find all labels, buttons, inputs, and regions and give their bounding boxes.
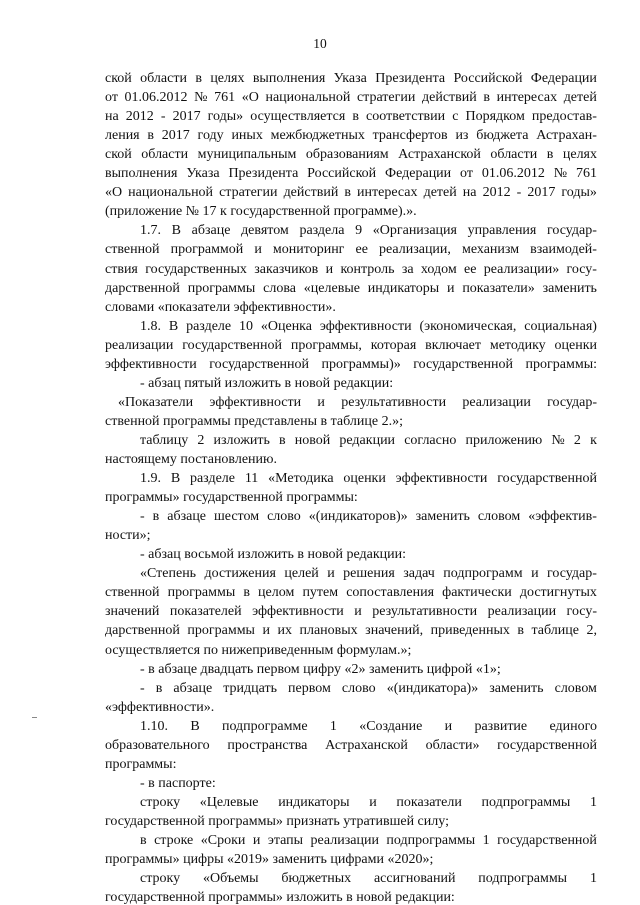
text-line: эффективности государственной программы)» государственной программы:: [105, 356, 597, 372]
text-line: «Степень достижения целей и решения задач подпрограмм и государ-: [140, 566, 597, 582]
text-line: в строке «Сроки и этапы реализации подпрограммы 1 государственной: [140, 833, 597, 848]
scan-artifact: [32, 717, 37, 718]
text-line: ской области в целях выполнения Указа Президента Российской Федерации: [105, 71, 597, 86]
text-line: дарственной программы слова «целевые индикаторы и показатели» заменить: [105, 280, 597, 296]
text-line: от 01.06.2012 № 761 «О национальной стратегии действий в интересах детей: [105, 90, 597, 106]
text-line: ления в 2017 году иных межбюджетных трансфертов из бюджета Астрахан-: [105, 128, 597, 144]
text-line: реализации государственной программы, которая включает методику оценки: [105, 337, 597, 353]
text-line: 1.8. В разделе 10 «Оценка эффективности (экономическая, социальная): [140, 318, 597, 334]
text-line: - абзац восьмой изложить в новой редакции:: [140, 547, 407, 563]
text-line: ности»;: [105, 528, 151, 544]
text-line: - в абзаце двадцать первом цифру «2» заменить цифрой «1»;: [140, 661, 501, 677]
text-line: ствия государственных заказчиков и контроль за ходом ее реализации» госу-: [105, 261, 597, 277]
text-line: ственной программы в целом путем сопоставления фактически достигнутых: [105, 585, 597, 601]
page-number: 10: [313, 36, 327, 51]
text-line: выполнения Указа Президента Российской Федерации от 01.06.2012 № 761: [105, 166, 597, 182]
text-line: строку «Объемы бюджетных ассигнований подпрограммы 1: [140, 871, 597, 887]
text-line: таблицу 2 изложить в новой редакции согласно приложению № 2 к: [140, 432, 597, 448]
text-line: настоящему постановлению.: [105, 452, 277, 467]
text-line: программы:: [105, 756, 177, 772]
text-line: ственной программой и мониторинг ее реализации, механизм взаимодей-: [105, 242, 597, 258]
text-line: государственной программы» изложить в новой редакции:: [105, 890, 455, 905]
text-line: значений показателей эффективности и результативности реализации госу-: [105, 604, 597, 620]
text-line: 1.10. В подпрограмме 1 «Создание и развитие единого: [140, 718, 597, 734]
text-line: на 2012 - 2017 годы» осуществляется в соответствии с Порядком предостав-: [105, 109, 597, 125]
text-line: образовательного пространства Астраханской области» государственной: [105, 737, 597, 753]
text-line: государственной программы» признать утратившей силу;: [105, 813, 449, 829]
text-line: - в абзаце тридцать первом слово «(индикатора)» заменить словом: [140, 680, 597, 696]
text-line: дарственной программы и их плановых значений, приведенных в таблице 2,: [105, 623, 597, 639]
text-line: словами «показатели эффективности».: [105, 299, 336, 315]
text-line: программы» государственной программы:: [105, 490, 358, 506]
text-line: «Показатели эффективности и результативности реализации государ-: [118, 394, 597, 410]
text-line: программы» цифры «2019» заменить цифрами «2020»;: [105, 852, 434, 868]
text-line: осуществляется по нижеприведенным формулам.»;: [105, 642, 412, 658]
text-line: 1.9. В разделе 11 «Методика оценки эффективности государственной: [140, 471, 597, 487]
text-line: - в паспорте:: [140, 775, 216, 791]
text-line: - абзац пятый изложить в новой редакции:: [140, 375, 394, 391]
text-line: «эффективности».: [105, 699, 215, 715]
text-line: 1.7. В абзаце девятом раздела 9 «Организация управления государ-: [140, 223, 597, 239]
text-line: (приложение № 17 к государственной программе).».: [105, 204, 417, 220]
text-line: «О национальной стратегии действий в интересах детей на 2012 - 2017 годы»: [105, 185, 597, 201]
text-line: строку «Целевые индикаторы и показатели подпрограммы 1: [140, 794, 597, 810]
text-line: ской области муниципальным образованиям Астраханской области в целях: [105, 147, 597, 163]
text-line: ственной программы представлены в таблице 2.»;: [105, 413, 403, 429]
text-line: - в абзаце шестом слово «(индикаторов)» заменить словом «эффектив-: [140, 509, 597, 525]
